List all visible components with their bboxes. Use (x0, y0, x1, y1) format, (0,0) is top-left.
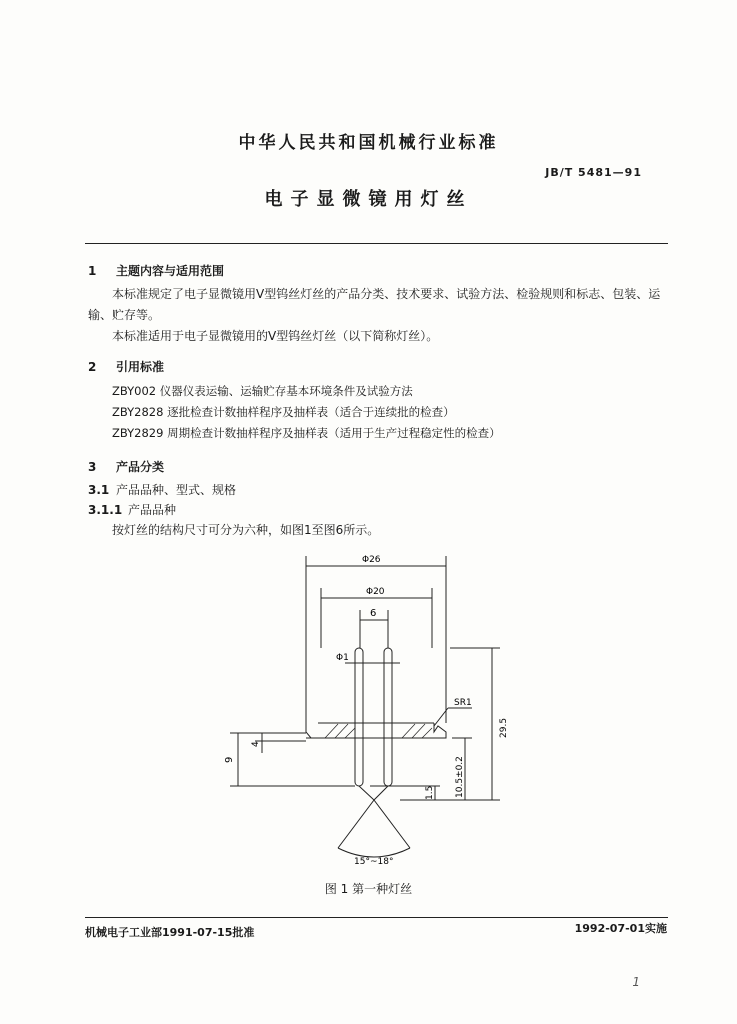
header-divider (85, 243, 668, 244)
reference-item: ZBY2829 周期检查计数抽样程序及抽样表（适用于生产过程稳定性的检查） (112, 426, 501, 440)
dim-angle: 15°~18° (354, 857, 394, 867)
dim-outer-diameter: Φ26 (362, 555, 381, 565)
section-1-paragraph-1: 本标准规定了电子显微镜用V型钨丝灯丝的产品分类、技术要求、试验方法、检验规则和标志、包装、运输、贮存等。 (88, 287, 661, 322)
page-number: 1 (632, 975, 640, 989)
section-1-heading: 1 主题内容与适用范围 (88, 264, 225, 278)
dim-spacing: 6 (370, 608, 377, 619)
section-3-heading: 3 产品分类 (88, 460, 165, 474)
reference-item: ZBY2828 逐批检查计数抽样程序及抽样表（适合于连续批的检查） (112, 405, 455, 419)
dim-left-height: 9 (224, 756, 235, 763)
reference-item: ZBY002 仪器仪表运输、运输贮存基本环境条件及试验方法 (112, 384, 413, 398)
approval-date: 机械电子工业部1991-07-15批准 (85, 926, 255, 939)
dim-tip: 1.5 (425, 785, 435, 800)
subsection-3-1-1: 3.1.1 产品品种 (88, 503, 177, 517)
figure-caption: 图 1 第一种灯丝 (324, 882, 413, 896)
dim-wire-diameter: Φ1 (336, 653, 349, 663)
dim-left-inner: 4 (251, 741, 261, 747)
subsection-text: 按灯丝的结构尺寸可分为六种，如图1至图6所示。 (112, 523, 380, 537)
standard-code: JB/T 5481—91 (545, 166, 642, 179)
subsection-3-1: 3.1 产品品种、型式、规格 (88, 483, 237, 497)
section-1-paragraph-2: 本标准适用于电子显微镜用的V型钨丝灯丝（以下简称灯丝）。 (112, 329, 439, 343)
implementation-date: 1992-07-01实施 (574, 922, 667, 935)
organization-title: 中华人民共和国机械行业标准 (238, 133, 499, 153)
footer-divider (85, 917, 668, 918)
dim-lower-height: 10.5±0.2 (455, 756, 465, 798)
filament-drawing (210, 548, 510, 878)
dim-total-height: 29.5 (499, 717, 509, 738)
document-title: 电子显微镜用灯丝 (264, 189, 473, 210)
dim-radius: SR1 (454, 698, 472, 708)
dim-inner-diameter: Φ20 (366, 587, 385, 597)
section-2-heading: 2 引用标准 (88, 360, 165, 374)
